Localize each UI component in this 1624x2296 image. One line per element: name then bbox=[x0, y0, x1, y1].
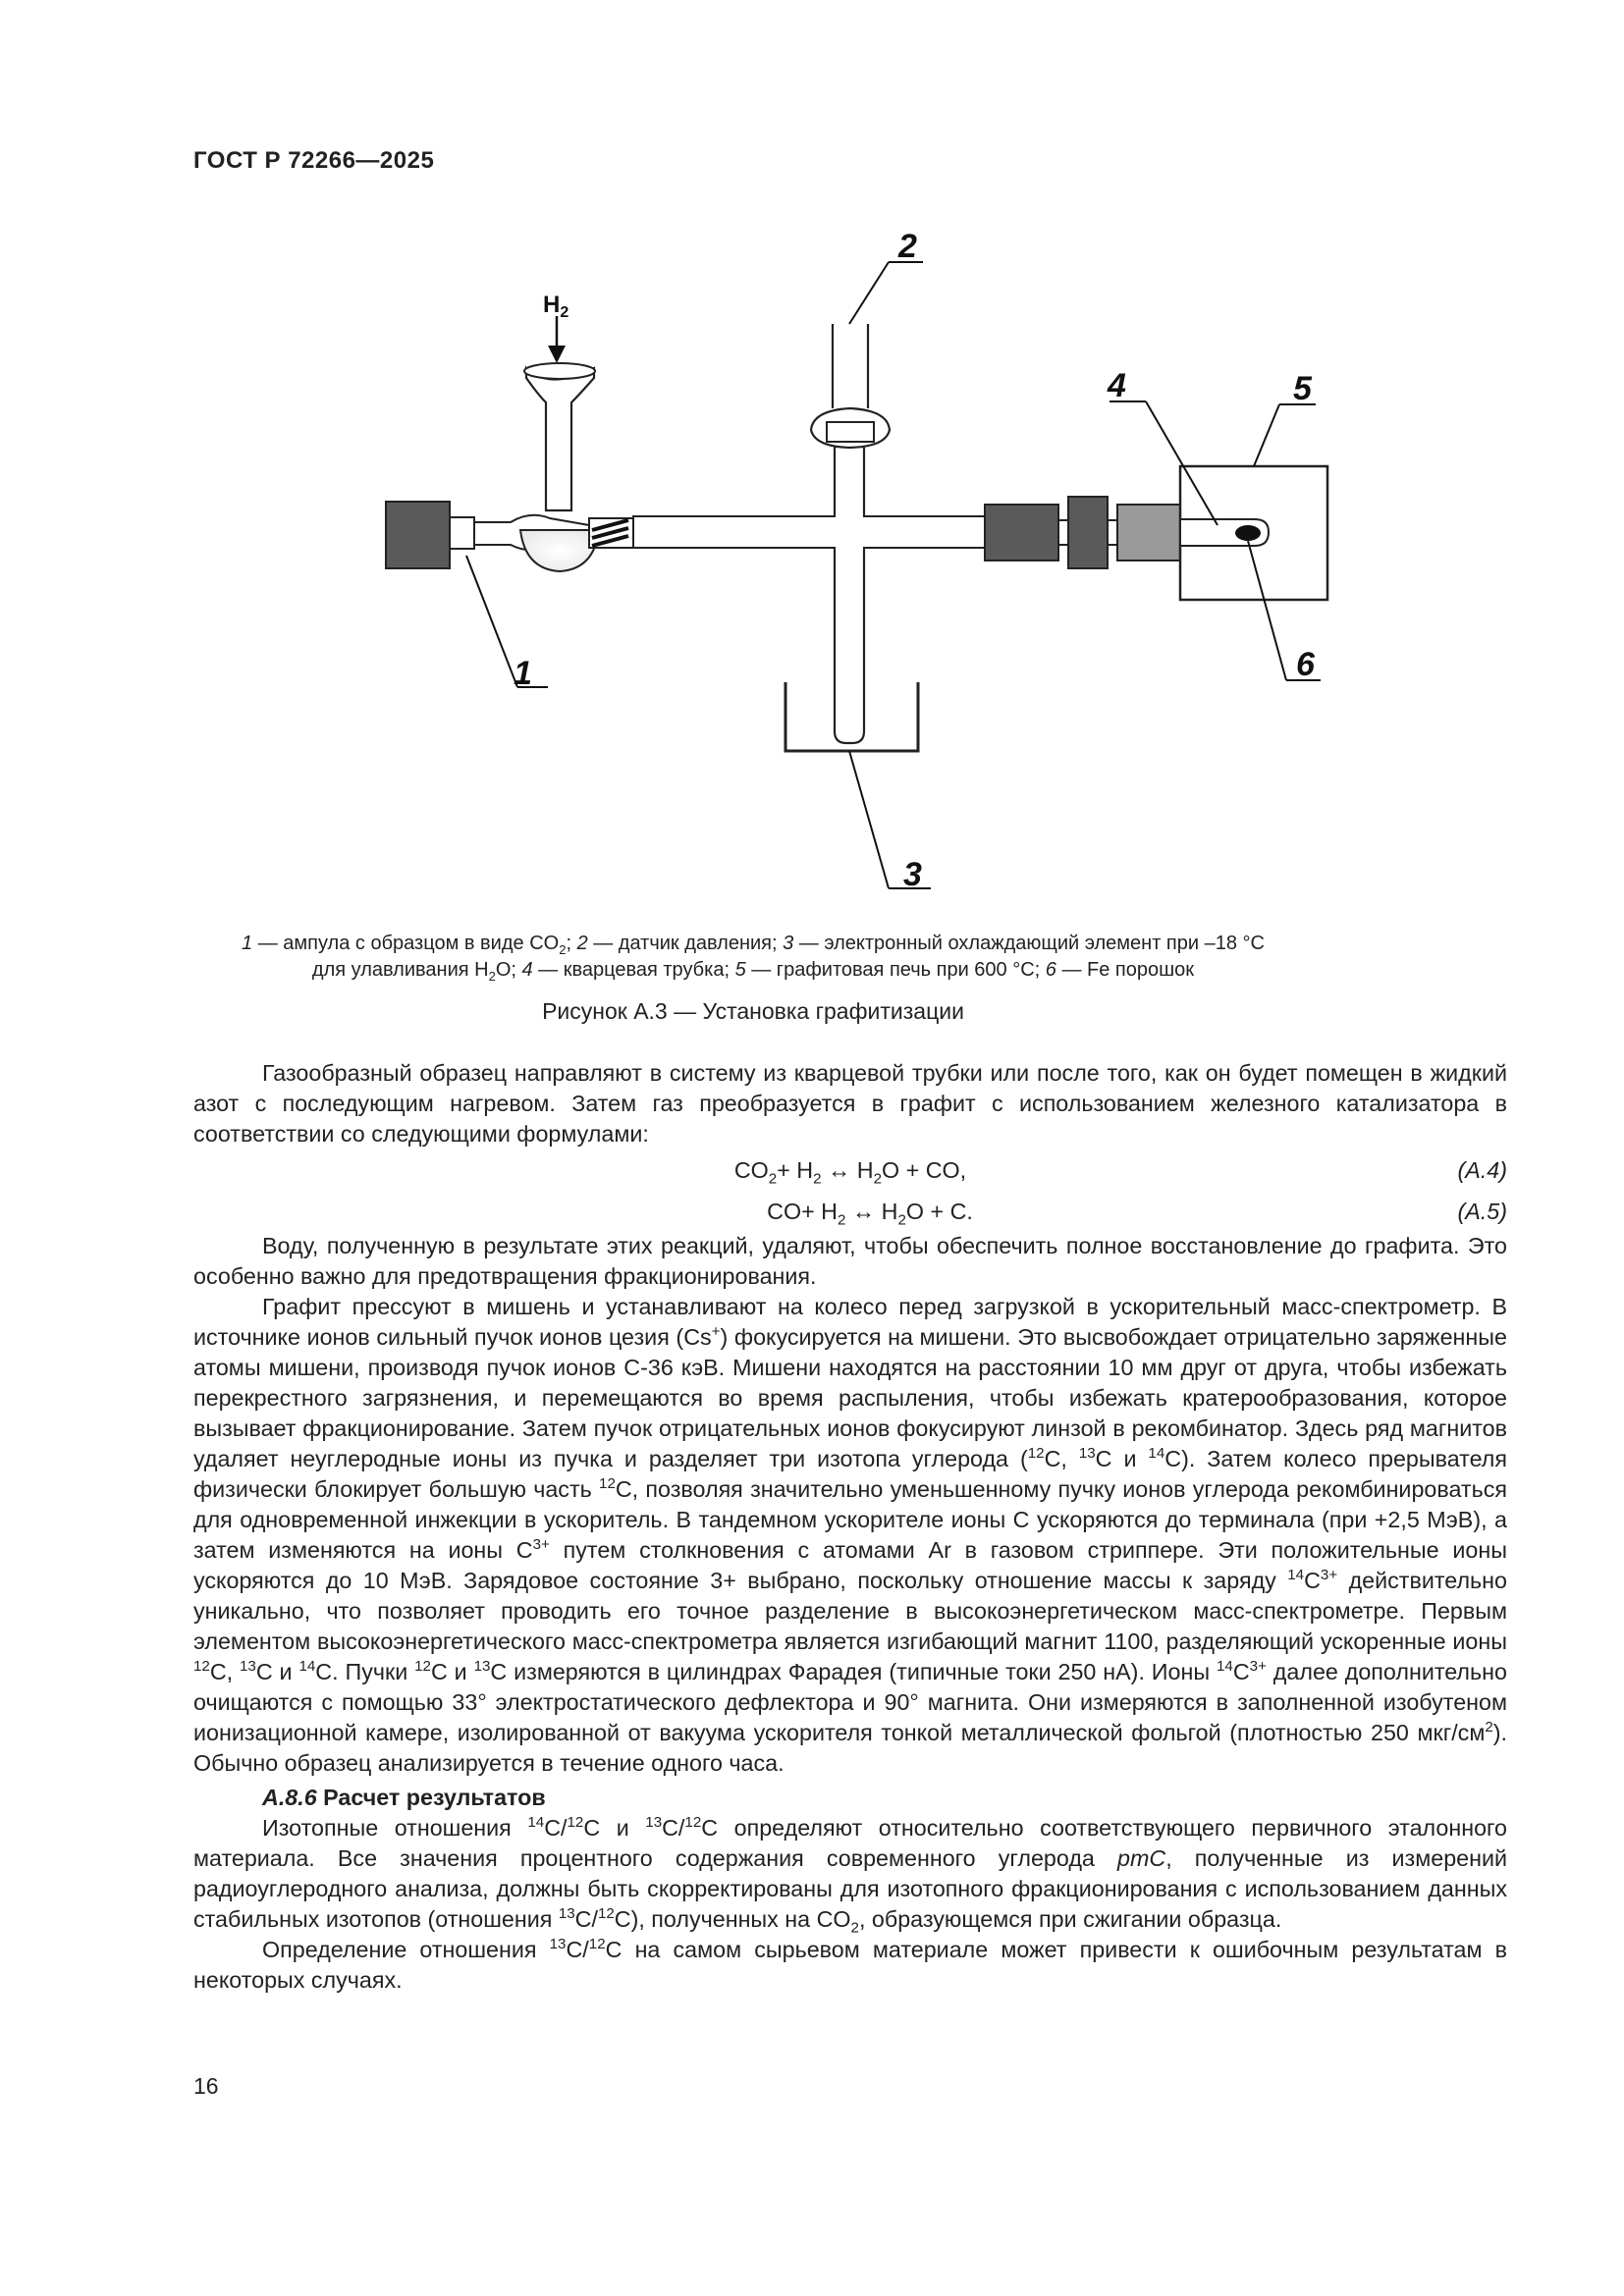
left-cap bbox=[386, 502, 450, 568]
paragraph-4: Изотопные отношения $^{14}$C/$^{12}$C и $^{13}$C/$^{12}$C определяют относительно соответствующего первичного эталонного материала. Все значения процентного содержания современного углерода pmC, полученные из измерений радиоуглеродного анализа, должны быть скорректированы для изотопного фракционирования с использованием данных стабильных изотопов (отношения $^{13}$C/$^{12}$C), полученных на $CO_2$, образующемся при сжигании образца. bbox=[193, 1814, 1508, 1937]
label-5: 5 bbox=[1293, 370, 1312, 407]
left-connector bbox=[450, 517, 474, 549]
label-1: 1 bbox=[514, 655, 532, 692]
body-text bbox=[193, 1058, 1507, 1996]
section-heading-a86: A.8.6 Расчет результатов bbox=[262, 1785, 546, 1810]
paragraph-1: Газообразный образец направляют в систему из кварцевой трубки или после того, как он будет помещен в жидкий азот с последующим нагревом. Затем газ преобразуется в графит с использованием железного катализатора в соответствии со следующими формулами: bbox=[193, 1060, 1507, 1147]
label-6: 6 bbox=[1296, 646, 1315, 683]
main-tube bbox=[633, 516, 992, 548]
equation-number: (A.5) bbox=[1457, 1199, 1507, 1224]
paragraph-3: Графит прессуют в мишень и устанавливают на колесо перед загрузкой в ускорительный масс-спектрометр. В источнике ионов сильный пучок ионов цезия (Cs+) фокусируется на мишени. Это высвобождает отрицательно заряженные атомы мишени, производя пучок ионов C-36 кэВ. Мишени находятся на расстоянии 10 мм друг от друга, чтобы избежать перекрестного загрязнения, и перемещаются во время распыления, чтобы избежать кратерообразования, которое вызывает фракционирование. Затем пучок отрицательных ионов фокусируют линзой в рекомбинатор. Здесь ряд магнитов удаляет неуглеродные ионы из пучка и разделяет три изотопа углерода ($^{12}$C, $^{13}$C и $^{14}$C). Затем колесо прерывателя физически блокирует большую часть $^{12}$C, позволяя значительно уменьшенному пучку ионов углерода рекомбинироваться для одновременной инжекции в ускоритель. В тандемном ускорителе ионы C ускоряются до терминала (при +2,5 МэВ), а затем изменяются на ионы $C^{3+}$ путем столкновения с атомами Ar в газовом стриппере. Эти положительные ионы ускоряются до 10 МэВ. Зарядовое состояние 3+ выбрано, поскольку отношение массы к заряду $^{14}C^{3+}$ действительно уникально, что позволяет проводить его точное разделение в высокоэнергетическом масс-спектрометре. Первым элементом высокоэнергетического масс-спектрометра является изгибающий магнит 1100, разделяющий ускоренные ионы $^{12}$C, $^{13}$C и $^{14}$C. Пучки $^{12}$C и $^{13}$C измеряются в цилиндрах Фарадея (типичные токи 250 нА). Ионы $^{14}C^{3+}$ далее дополнительно очищаются с помощью 33° электростатического дефлектора и 90° магнита. Они измеряются в заполненной изобутеном ионизационной камере, изолированной от вакуума ускорителя тонкой металлической фольгой (плотностью 250 мкг/$см^2$). Обычно образец анализируется в течение одного часа. bbox=[193, 1294, 1508, 1776]
right-nut-2 bbox=[1068, 497, 1108, 568]
paragraph-2: Воду, полученную в результате этих реакций, удаляют, чтобы обеспечить полное восстановление до графита. Это особенно важно для предотвращения фракционирования. bbox=[193, 1233, 1507, 1289]
equation-number: (A.4) bbox=[1457, 1157, 1507, 1183]
right-nut-1 bbox=[985, 505, 1058, 561]
figure-title: Рисунок А.3 — Установка графитизации bbox=[542, 998, 964, 1024]
sensor-tube bbox=[833, 324, 868, 408]
figure-legend: 1 — ампула с образцом в виде $CO_2$; 2 — датчик давления; 3 — электронный охлаждающий элемент при –18 °C для улавливания $H_2O$; 4 — кварцевая трубка; 5 — графитовая печь при 600 °C; 6 — Fe порошок bbox=[242, 933, 1265, 984]
label-2: 2 bbox=[898, 228, 917, 265]
equation-a5: $CO+ H_2$ ↔ $H_2O + C$. (A.5) bbox=[193, 1192, 1507, 1231]
gas-label-h2: $H_2$ bbox=[543, 292, 569, 321]
fe-powder bbox=[1235, 525, 1261, 541]
label-4: 4 bbox=[1108, 367, 1126, 404]
ampoule-bulb bbox=[520, 530, 599, 571]
paragraph-5: Определение отношения $^{13}$C/$^{12}$C на самом сырьевом материале может привести к ошибочным результатам в некоторых случаях. bbox=[193, 1936, 1507, 1993]
cold-finger bbox=[835, 548, 864, 743]
page-number: 16 bbox=[193, 2073, 219, 2099]
document-header: ГОСТ Р 72266—2025 bbox=[193, 147, 435, 174]
right-nut-3 bbox=[1117, 505, 1181, 561]
graphitization-setup-diagram bbox=[353, 221, 1365, 908]
gas-inlet-funnel bbox=[526, 368, 594, 510]
equation-a4: $CO_2+ H_2$ ↔ $H_2O$ + CO, (A.4) bbox=[193, 1149, 1507, 1192]
label-3: 3 bbox=[903, 856, 922, 893]
sensor-stem bbox=[835, 447, 864, 516]
